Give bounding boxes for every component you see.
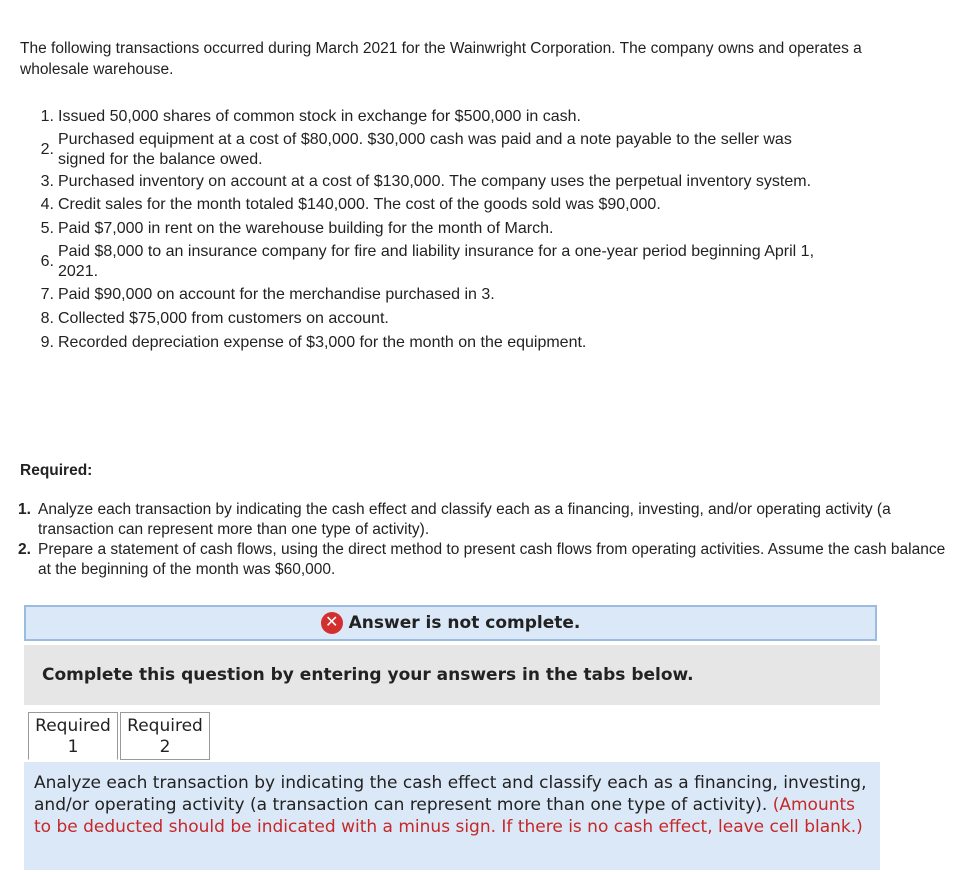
transaction-text: Purchased inventory on account at a cost of $130,000. The company uses the perpetual inventory system. [58,173,812,190]
transaction-item [24,332,824,354]
transaction-text: Purchased equipment at a cost of $80,000. $30,000 cash was paid and a note payable to the seller was signed for the balance owed. [58,131,792,168]
requirement-text: Analyze each transaction by indicating the cash effect and classify each as a financing, investing, and/or operating activity (a transaction can represent more than one type of activity). [38,501,891,538]
tab-panel-instructions [24,762,880,870]
intro-text: The following transactions occurred during March 2021 for the Wainwright Corporation. The company owns and operates a wholesale warehouse. [20,40,862,78]
transaction-number: 7. [40,286,54,303]
transaction-number: 6. [40,253,54,270]
transaction-item [24,284,824,306]
transaction-text: Collected $75,000 from customers on account. [58,310,389,327]
panel-text: Analyze each transaction by indicating the cash effect and classify each as a financing, investing, and/or operating activity (a transaction can represent more than one type of activity). [34,773,867,815]
transaction-number: 4. [40,196,54,213]
instruction-text: Complete this question by entering your answers in the tabs below. [42,665,694,685]
tab-required-1[interactable] [28,712,118,760]
transaction-item [24,130,824,170]
tab-label-line1: Required [35,716,111,736]
requirement-text: Prepare a statement of cash flows, using the direct method to present cash flows from operating activities. Assume the cash balance at the beginning of the month was $60,000. [38,541,946,578]
transaction-item [24,308,824,330]
tab-bar [28,712,210,760]
transaction-text: Paid $90,000 on account for the merchandise purchased in 3. [58,286,495,303]
transaction-list [24,106,824,356]
transaction-number: 5. [40,220,54,237]
required-heading: Required: [20,462,93,479]
transaction-text: Credit sales for the month totaled $140,000. The cost of the goods sold was $90,000. [58,196,661,213]
transaction-number: 8. [40,310,54,327]
transaction-number: 2. [40,141,54,158]
tab-label-line1: Required [127,716,203,736]
transaction-number: 9. [40,334,54,351]
transaction-number: 1. [40,108,54,125]
tab-label-line2: 2 [159,737,171,757]
tab-label-line2: 1 [67,737,79,757]
transaction-text: Paid $8,000 to an insurance company for fire and liability insurance for a one-year period beginning April 1, 2021. [58,243,815,280]
transaction-item [24,106,824,128]
panel-note: (Amounts to be deducted should be indicated with a minus sign. If there is no cash effect, leave cell blank.) [34,795,863,837]
x-circle-icon: ✕ [321,612,343,634]
requirements-list [18,500,948,580]
tab-required-2[interactable] [120,712,210,760]
transaction-number: 3. [40,173,54,190]
instruction-banner [24,645,880,705]
transaction-text: Issued 50,000 shares of common stock in exchange for $500,000 in cash. [58,108,581,125]
transaction-text: Recorded depreciation expense of $3,000 for the month on the equipment. [58,334,587,351]
requirement-item [18,500,948,540]
requirement-number: 1. [18,501,31,518]
transaction-text: Paid $7,000 in rent on the warehouse building for the month of March. [58,220,554,237]
transaction-item [24,172,824,192]
answer-status-text: Answer is not complete. [348,613,581,633]
transaction-item [24,242,824,282]
transaction-item [24,194,824,216]
requirement-item [18,540,948,580]
answer-status-banner [24,605,877,641]
requirement-number: 2. [18,541,31,558]
transaction-item [24,218,824,240]
